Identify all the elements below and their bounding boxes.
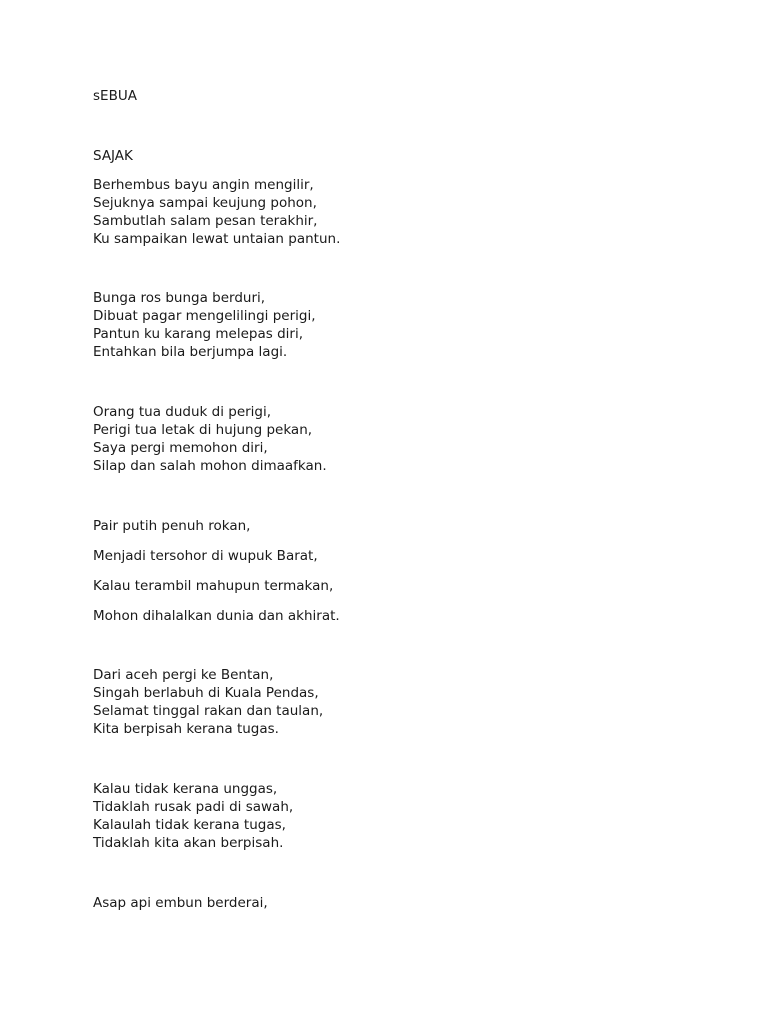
document-heading-2: SAJAK [93, 148, 133, 164]
stanza-2-line-3: Pantun ku karang melepas diri, [93, 326, 303, 342]
stanza-5-line-4: Kita berpisah kerana tugas. [93, 721, 279, 737]
stanza-1-line-2: Sejuknya sampai keujung pohon, [93, 195, 317, 211]
stanza-6-line-2: Tidaklah rusak padi di sawah, [93, 799, 294, 815]
stanza-6-line-4: Tidaklah kita akan berpisah. [93, 835, 284, 851]
stanza-2-line-2: Dibuat pagar mengelilingi perigi, [93, 308, 316, 324]
stanza-2-line-4: Entahkan bila berjumpa lagi. [93, 344, 288, 360]
stanza-5-line-1: Dari aceh pergi ke Bentan, [93, 667, 274, 683]
stanza-1-line-4: Ku sampaikan lewat untaian pantun. [93, 231, 341, 247]
stanza-3-line-2: Perigi tua letak di hujung pekan, [93, 422, 313, 438]
stanza-3-line-1: Orang tua duduk di perigi, [93, 404, 272, 420]
stanza-6-line-1: Kalau tidak kerana unggas, [93, 781, 278, 797]
document-heading-1: sEBUA [93, 88, 137, 104]
stanza-2-line-1: Bunga ros bunga berduri, [93, 290, 266, 306]
stanza-4-line-2: Menjadi tersohor di wupuk Barat, [93, 548, 318, 564]
stanza-7-line-1: Asap api embun berderai, [93, 895, 268, 911]
stanza-4-line-1: Pair putih penuh rokan, [93, 518, 251, 534]
stanza-6-line-3: Kalaulah tidak kerana tugas, [93, 817, 286, 833]
stanza-5-line-3: Selamat tinggal rakan dan taulan, [93, 703, 324, 719]
stanza-4-line-4: Mohon dihalalkan dunia dan akhirat. [93, 608, 340, 624]
stanza-5-line-2: Singah berlabuh di Kuala Pendas, [93, 685, 319, 701]
stanza-1-line-3: Sambutlah salam pesan terakhir, [93, 213, 318, 229]
stanza-3-line-4: Silap dan salah mohon dimaafkan. [93, 458, 327, 474]
stanza-3-line-3: Saya pergi memohon diri, [93, 440, 268, 456]
stanza-1-line-1: Berhembus bayu angin mengilir, [93, 177, 314, 193]
stanza-4-line-3: Kalau terambil mahupun termakan, [93, 578, 334, 594]
